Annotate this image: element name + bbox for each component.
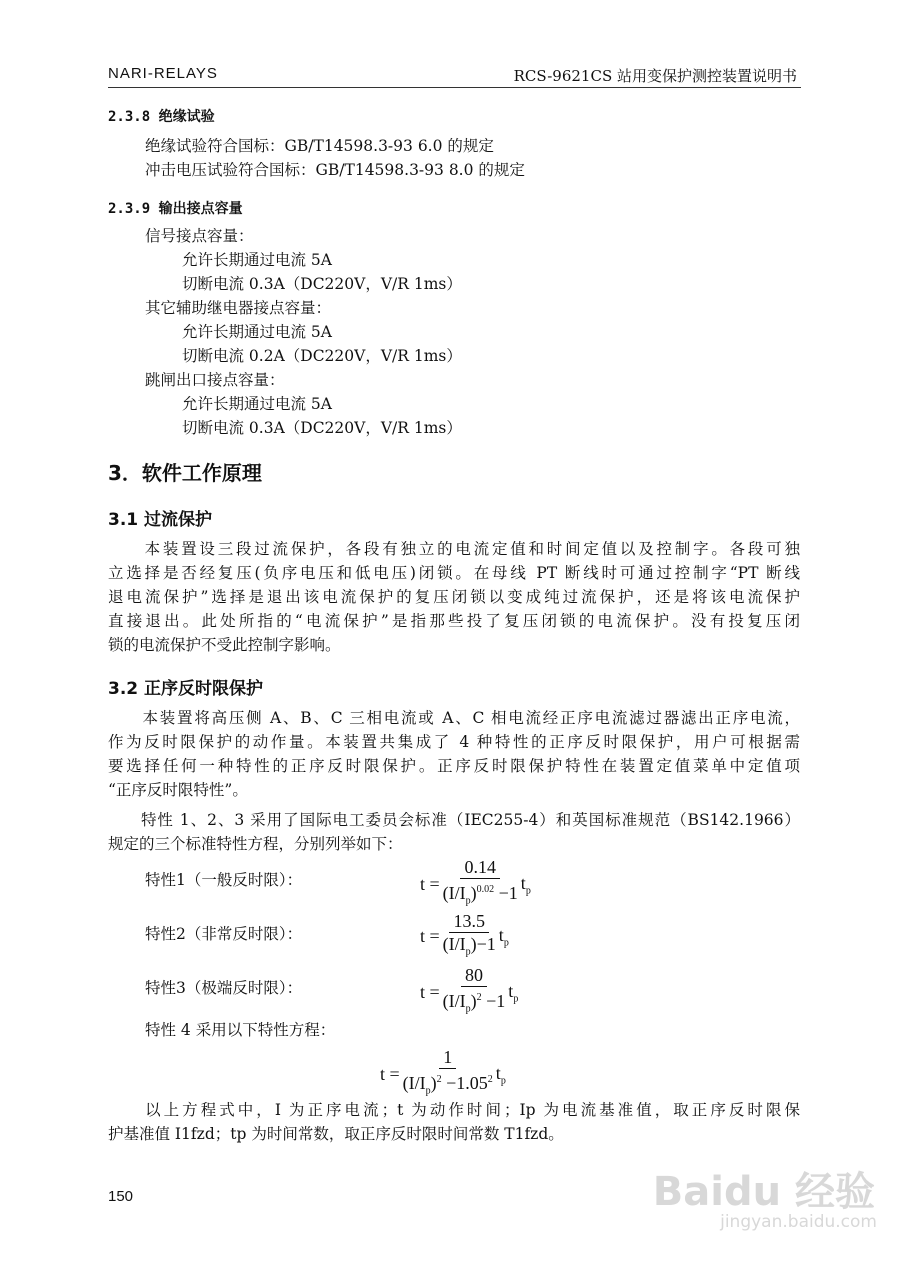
watermark-url: jingyan.baidu.com bbox=[720, 1212, 877, 1232]
heading-3-1: 3.1 过流保护 bbox=[108, 510, 213, 530]
char2-label: 特性2（非常反时限）： bbox=[145, 925, 303, 943]
text-line: 作为反时限保护的动作量。本装置共集成了 4 种特性的正序反时限保护，用户可根据需 bbox=[108, 733, 800, 751]
page-number: 150 bbox=[108, 1188, 134, 1205]
text-line: 信号接点容量： bbox=[145, 227, 254, 245]
text-line: 立选择是否经复压(负序电压和低电压)闭锁。在母线 PT 断线时可通过控制字“PT 断线 bbox=[108, 564, 800, 582]
char3-label: 特性3（极端反时限）： bbox=[145, 979, 303, 997]
text-line: 以上方程式中，I 为正序电流；t 为动作时间；Ip 为电流基准值，取正序反时限保 bbox=[108, 1101, 800, 1119]
paragraph-3-2-b bbox=[108, 808, 800, 856]
header-rule bbox=[108, 87, 801, 88]
text-line: 冲击电压试验符合国标：GB/T14598.3-93 8.0 的规定 bbox=[145, 161, 525, 179]
text-line: 切断电流 0.3A（DC220V，V/R 1ms） bbox=[182, 419, 462, 437]
heading-3: 3．软件工作原理 bbox=[108, 461, 262, 485]
text-line: 要选择任何一种特性的正序反时限保护。正序反时限保护特性在装置定值菜单中定值项 bbox=[108, 757, 800, 775]
text-line: 切断电流 0.3A（DC220V，V/R 1ms） bbox=[182, 275, 462, 293]
text-line: 其它辅助继电器接点容量： bbox=[145, 299, 332, 317]
heading-3-2: 3.2 正序反时限保护 bbox=[108, 679, 264, 699]
watermark-logo: Baidu 经验 bbox=[652, 1169, 875, 1215]
paragraph-3-2-a bbox=[108, 706, 800, 802]
text-line: 绝缘试验符合国标：GB/T14598.3-93 6.0 的规定 bbox=[145, 137, 494, 155]
text-line: 护基准值 I1fzd；tp 为时间常数，取正序反时限时间常数 T1fzd。 bbox=[108, 1125, 564, 1143]
formula-char4: t = $\frac{1}{(I/I_p)^2 -1.05^2}$ $t_p$ bbox=[380, 1047, 506, 1097]
text-line: 本装置将高压侧 A、B、C 三相电流或 A、C 相电流经正序电流滤过器滤出正序电流， bbox=[108, 709, 800, 727]
formula-char1: t = $\frac{0.14}{(I/I_p)^{0.02} -1}$ $t_p$ bbox=[420, 857, 531, 907]
heading-2-3-9: 2.3.9 输出接点容量 bbox=[108, 201, 243, 217]
text-line: 允许长期通过电流 5A bbox=[182, 323, 332, 341]
text-line: 切断电流 0.2A（DC220V，V/R 1ms） bbox=[182, 347, 462, 365]
text-line: 允许长期通过电流 5A bbox=[182, 395, 332, 413]
text-line: 规定的三个标准特性方程，分别列举如下： bbox=[108, 835, 403, 853]
heading-2-3-8: 2.3.8 绝缘试验 bbox=[108, 109, 215, 125]
text-line: 本装置设三段过流保护，各段有独立的电流定值和时间定值以及控制字。各段可独 bbox=[108, 540, 800, 558]
formula-char2: t = $\frac{13.5}{(I/I_p)-1}$ $t_p$ bbox=[420, 911, 509, 958]
text-line: 特性 1、2、3 采用了国际电工委员会标准（IEC255-4）和英国标准规范（BS142.1966） bbox=[108, 811, 800, 829]
text-line: 锁的电流保护不受此控制字影响。 bbox=[108, 636, 341, 654]
text-line: 退电流保护”选择是退出该电流保护的复压闭锁以变成纯过流保护，还是将该电流保护 bbox=[108, 588, 800, 606]
paragraph-3-1 bbox=[108, 537, 800, 657]
formula-char3: t = $\frac{80}{(I/I_p)^2 -1}$ $t_p$ bbox=[420, 965, 519, 1015]
header-title: RCS-9621CS 站用变保护测控装置说明书 bbox=[513, 67, 797, 85]
text-line: 跳闸出口接点容量： bbox=[145, 371, 285, 389]
text-line: “正序反时限特性”。 bbox=[108, 781, 248, 799]
text-line: 直接退出。此处所指的“电流保护”是指那些投了复压闭锁的电流保护。没有投复压闭 bbox=[108, 612, 800, 630]
text-line: 允许长期通过电流 5A bbox=[182, 251, 332, 269]
char4-label: 特性 4 采用以下特性方程： bbox=[145, 1021, 336, 1039]
paragraph-3-2-c bbox=[108, 1098, 800, 1146]
header-brand: NARI-RELAYS bbox=[108, 65, 218, 82]
char1-label: 特性1（一般反时限）： bbox=[145, 871, 303, 889]
